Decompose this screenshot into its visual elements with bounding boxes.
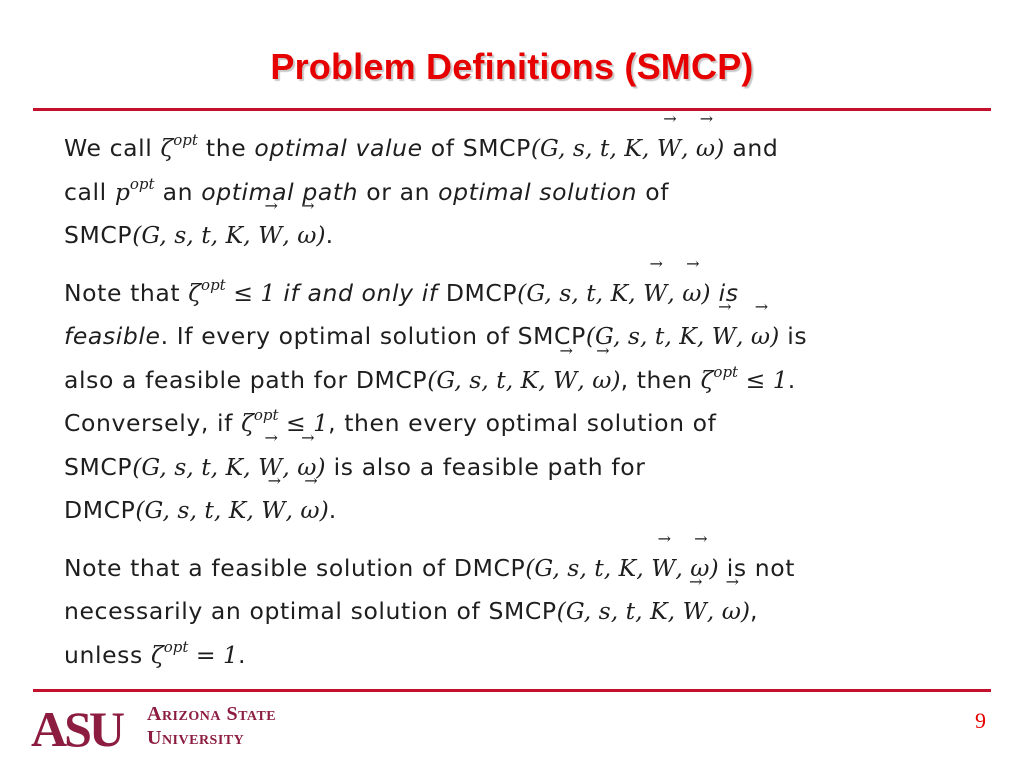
emphasis-text: is xyxy=(718,278,739,307)
zeta-eq-one-formula: $\zeta^{opt} = 1$ xyxy=(150,637,238,669)
asu-logo-mark xyxy=(29,702,139,750)
text-segment: is also a feasible path for xyxy=(325,452,646,481)
asu-logo-letters: ASU xyxy=(31,702,123,750)
paragraph-3-line-3 xyxy=(64,634,964,678)
text-segment: DMCP xyxy=(437,278,518,307)
paragraph-3-line-1 xyxy=(64,547,964,591)
text-segment: , xyxy=(750,597,759,625)
text-segment: , then every optimal solution of xyxy=(328,409,717,437)
paragraph-2-line-1 xyxy=(64,272,964,316)
paragraph-2-line-4 xyxy=(64,402,964,446)
paragraph-1-line-1 xyxy=(64,127,964,171)
footer-divider xyxy=(33,689,991,692)
paragraph-2-line-6 xyxy=(64,489,964,533)
smcp-args-formula: (G, s, t, K, → W, → ω) xyxy=(132,221,325,249)
text-segment: and xyxy=(724,134,779,162)
text-segment: an xyxy=(154,177,202,206)
paragraph-3 xyxy=(64,547,964,678)
paragraph-2-line-3 xyxy=(64,359,964,403)
emphasis-text: optimal value xyxy=(254,134,423,162)
slide-body xyxy=(64,127,964,677)
paragraph-1 xyxy=(64,127,964,258)
text-segment: of SMCP xyxy=(422,134,531,162)
smcp-args-formula: (G, s, t, K, → W, → ω) xyxy=(132,453,325,481)
paragraph-2-line-5 xyxy=(64,446,964,490)
logo-line-1: Arizona State xyxy=(147,703,277,725)
paragraph-1-line-2 xyxy=(64,171,964,215)
text-segment: Note that a feasible solution of DMCP xyxy=(64,553,526,582)
text-segment: is not xyxy=(718,553,796,582)
text-segment: We call xyxy=(64,134,161,162)
smcp-args-formula: (G, s, t, K, → W, → ω) xyxy=(586,322,779,350)
dmcp-args-formula: (G, s, t, K, → W, → ω) xyxy=(517,279,710,307)
text-segment: necessarily an optimal solution of SMCP xyxy=(64,597,557,625)
emphasis-text: optimal path xyxy=(201,177,359,206)
emphasis-text: feasible xyxy=(64,322,161,350)
smcp-args-formula: (G, s, t, K, → W, → ω) xyxy=(557,597,750,625)
text-segment: , then xyxy=(620,365,701,394)
text-segment: DMCP xyxy=(64,496,136,524)
text-segment: is xyxy=(779,322,808,350)
text-segment: or an xyxy=(358,177,439,206)
text-segment: SMCP xyxy=(64,221,133,249)
asu-logo xyxy=(29,700,339,752)
text-segment: call xyxy=(64,177,115,206)
dmcp-args-formula: (G, s, t, K, → W, → ω) xyxy=(427,366,620,394)
emphasis-text: if and only if xyxy=(283,278,438,307)
text-segment: . xyxy=(328,496,337,524)
text-segment: . If every optimal solution of SMCP xyxy=(160,322,586,350)
text-segment: the xyxy=(197,134,255,162)
smcp-args-formula: (G, s, t, K, → W, → ω) xyxy=(531,134,724,162)
text-segment: also a feasible path for DMCP xyxy=(64,365,428,394)
text-segment: . xyxy=(787,365,796,394)
zeta-leq-one-formula: $\zeta^{opt} \le 1$ xyxy=(700,362,788,394)
text-segment: SMCP xyxy=(64,452,133,481)
zeta-opt-formula: $\zeta^{opt}$ xyxy=(160,131,198,162)
page-number: 9 xyxy=(975,708,986,733)
paragraph-1-line-3 xyxy=(64,214,964,258)
emphasis-text: optimal solution xyxy=(438,177,638,206)
asu-logo-wordmark xyxy=(147,702,276,750)
slide-title: Problem Definitions (SMCP) xyxy=(270,46,754,87)
paragraph-2-line-2 xyxy=(64,315,964,359)
zeta-leq-one-formula: $\zeta^{opt} \le 1$ xyxy=(241,406,329,437)
text-segment: Conversely, if xyxy=(64,409,242,437)
paragraph-2 xyxy=(64,272,964,533)
text-segment: . xyxy=(237,640,247,669)
p-opt-formula: $p^{opt}$ xyxy=(114,174,155,206)
dmcp-args-formula: (G, s, t, K, → W, → ω) xyxy=(135,496,328,524)
zeta-leq-one-formula: $\zeta^{opt} \le 1$ xyxy=(188,275,276,307)
text-segment: of xyxy=(637,177,670,206)
title-divider xyxy=(33,108,991,111)
logo-line-2: University xyxy=(147,727,245,749)
text-segment: Note that xyxy=(64,278,189,307)
paragraph-3-line-2 xyxy=(64,590,964,634)
dmcp-args-formula: (G, s, t, K, → W, → ω) xyxy=(525,554,718,582)
text-segment: . xyxy=(325,221,334,249)
text-segment: unless xyxy=(64,640,151,669)
